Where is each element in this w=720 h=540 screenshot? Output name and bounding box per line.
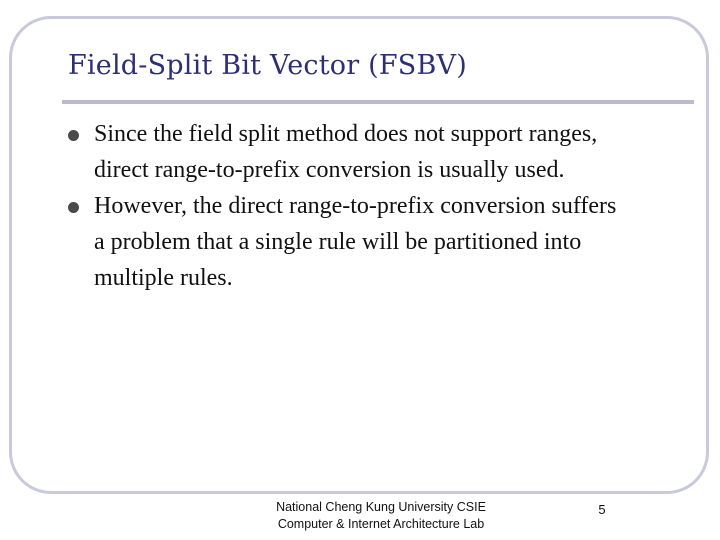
slide-footer	[236, 499, 526, 533]
title-underline	[62, 100, 694, 104]
bullet-dot-icon	[68, 202, 79, 213]
bullet-list	[68, 116, 628, 296]
bullet-item	[68, 188, 628, 296]
footer-lab: Computer & Internet Architecture Lab	[277, 517, 485, 531]
page-number: 5	[598, 502, 606, 517]
bullet-dot-icon	[68, 130, 79, 141]
slide-title: Field-Split Bit Vector (FSBV)	[68, 50, 467, 81]
bullet-text: Since the field split method does not support ranges, direct range-to-prefix conversion is usually used.	[94, 121, 598, 183]
bullet-text: However, the direct range-to-prefix conversion suffers a problem that a single rule will be partitioned into multiple rules.	[94, 193, 617, 291]
bullet-item	[68, 116, 628, 188]
footer-institution: National Cheng Kung University CSIE	[276, 500, 486, 514]
